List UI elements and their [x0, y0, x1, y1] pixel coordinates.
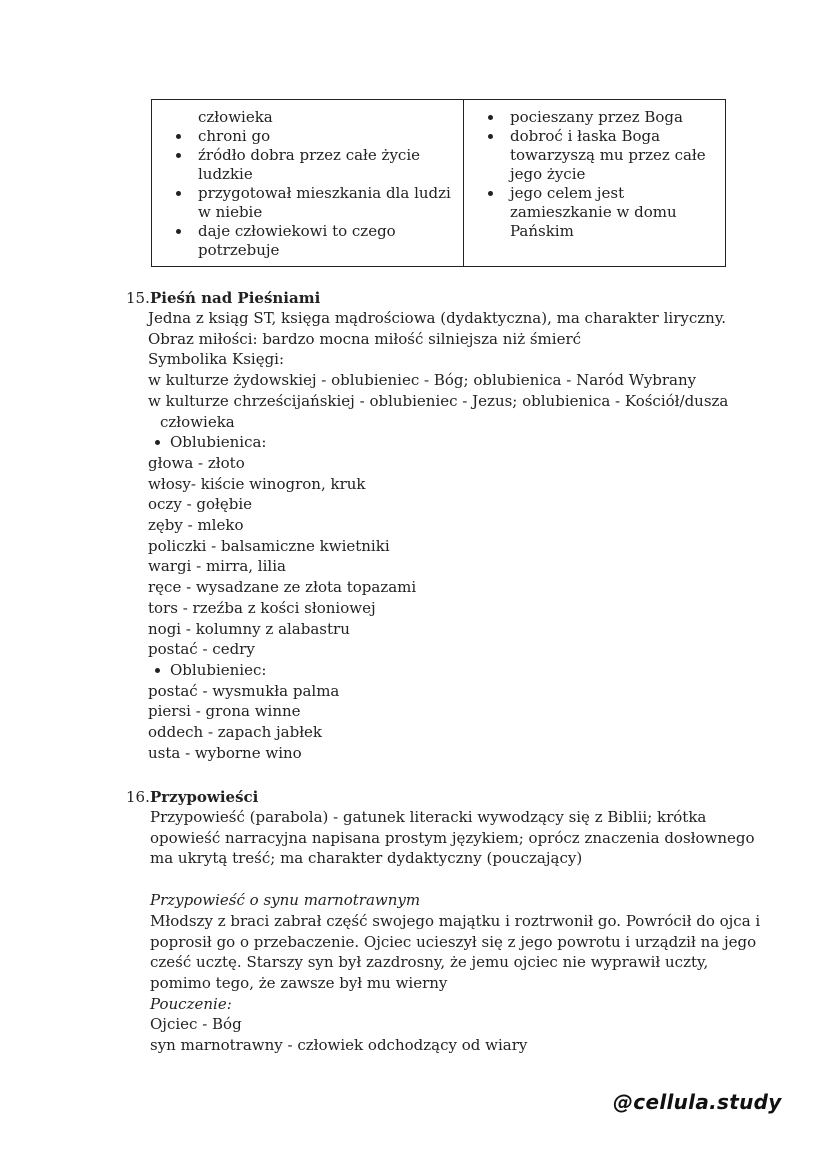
text-line: zęby - mleko	[148, 516, 244, 535]
text-line: cześć ucztę. Starszy syn był zazdrosny, że jemu ojciec nie wyprawił uczty,	[150, 953, 709, 972]
text-line: w kulturze chrześcijańskiej - oblubieniec - Jezus; oblubienica - Kościół/dusza	[148, 391, 729, 410]
text-line: Przypowieść (parabola) - gatunek literacki wywodzący się z Biblii; krótka	[150, 808, 707, 826]
text-line: pomimo tego, że zawsze był mu wierny	[150, 973, 448, 992]
bullet-subheading: Oblubienica:	[148, 432, 728, 453]
text-line: włosy- kiście winogron, kruk	[148, 474, 366, 493]
text-line: ręce - wysadzane ze złota topazami	[148, 578, 417, 597]
text-line: postać - cedry	[148, 640, 255, 659]
table-list-item: daje człowiekowi to czego potrzebuje	[166, 222, 453, 260]
text-line: oczy - gołębie	[148, 495, 253, 514]
section-16-body	[150, 807, 760, 1056]
table-list-item: pocieszany przez Boga	[478, 108, 715, 127]
text-line: Obraz miłości: bardzo mocna miłość silniejsza niż śmierć	[148, 329, 582, 348]
text-line: Przypowieść o synu marnotrawnym	[150, 891, 421, 910]
text-line: piersi - grona winne	[148, 702, 301, 721]
section-15-heading	[126, 288, 320, 308]
text-line: nogi - kolumny z alabastru	[148, 619, 350, 638]
text-line: policzki - balsamiczne kwietniki	[148, 536, 390, 555]
table-left-column	[152, 100, 464, 267]
text-line: postać - wysmukła palma	[148, 681, 340, 700]
table-list-item: źródło dobra przez całe życie ludzkie	[166, 146, 453, 184]
table-list-item: dobroć i łaska Boga towarzyszą mu przez całe jego życie	[478, 127, 715, 184]
text-line: ma ukrytą treść; ma charakter dydaktyczny (pouczający)	[150, 849, 583, 868]
table-list-item: chroni go	[166, 127, 453, 146]
table-right-column	[464, 100, 726, 267]
signature-watermark: @cellula.study	[613, 1090, 782, 1114]
text-line: wargi - mirra, lilia	[148, 557, 286, 576]
text-line: Młodszy z braci zabrał część swojego majątku i roztrwonił go. Powrócił do ojca i	[150, 911, 761, 930]
text-line: głowa - złoto	[148, 453, 245, 472]
text-line: usta - wyborne wino	[148, 743, 302, 762]
section-15-body	[148, 308, 728, 763]
text-line: oddech - zapach jabłek	[148, 723, 323, 742]
text-line: Jedna z ksiąg ST, księga mądrościowa (dydaktyczna), ma charakter liryczny.	[148, 309, 727, 327]
section-16-title: Przypowieści	[150, 788, 259, 806]
table-list-item: jego celem jest zamieszkanie w domu Pańskim	[478, 184, 715, 241]
section-15-number: 15.	[126, 289, 150, 307]
comparison-table	[151, 99, 726, 267]
text-line: człowieka	[160, 412, 235, 431]
text-line: Ojciec - Bóg	[150, 1015, 242, 1034]
text-line: Symbolika Księgi:	[148, 350, 285, 369]
spacer	[150, 869, 760, 890]
table-list-item: przygotował mieszkania dla ludzi w niebie	[166, 184, 453, 222]
right-bullet-list	[478, 108, 715, 241]
bullet-subheading: Oblubieniec:	[148, 660, 728, 681]
text-line: opowieść narracyjna napisana prostym językiem; oprócz znaczenia dosłownego	[150, 828, 755, 847]
text-line: poprosił go o przebaczenie. Ojciec ucieszył się z jego powrotu i urządził na jego	[150, 932, 757, 951]
section-15-title: Pieśń nad Pieśniami	[150, 289, 321, 307]
text-line: Pouczenie:	[150, 994, 232, 1013]
text-line: tors - rzeźba z kości słoniowej	[148, 598, 376, 617]
text-line: syn marnotrawny - człowiek odchodzący od wiary	[150, 1036, 528, 1055]
left-bullet-list	[166, 108, 453, 260]
section-16-number: 16.	[126, 788, 150, 806]
table-list-item: człowieka	[198, 108, 273, 126]
text-line: w kulturze żydowskiej - oblubieniec - Bóg; oblubienica - Naród Wybrany	[148, 371, 697, 390]
section-16-heading	[126, 787, 258, 807]
